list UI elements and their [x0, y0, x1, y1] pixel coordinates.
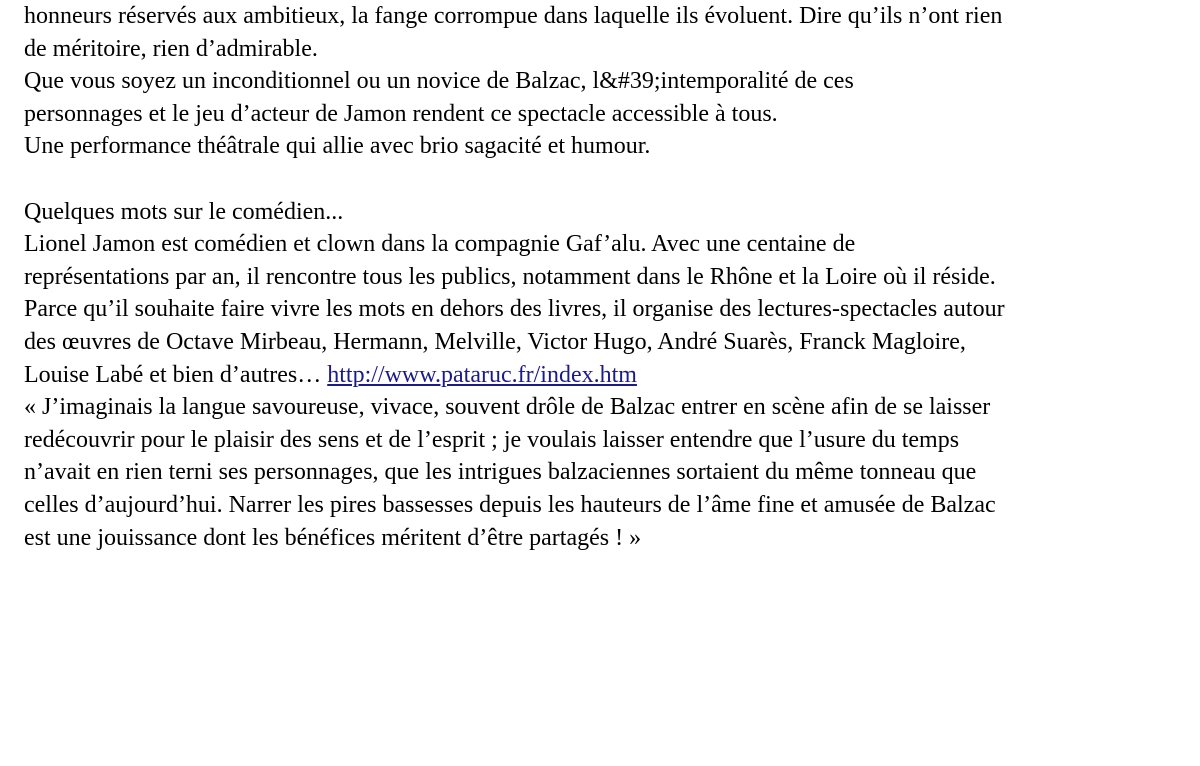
paragraph-performance — [24, 130, 1184, 163]
text-line: des œuvres de Octave Mirbeau, Hermann, Melville, Victor Hugo, André Suarès, Franck Magloire, — [24, 328, 966, 355]
paragraph-intro-end — [24, 0, 1184, 65]
text-line: Que vous soyez un inconditionnel ou un novice de Balzac, l&#39;intemporalité de ces — [24, 68, 854, 95]
text-line: de méritoire, rien d’admirable. — [24, 35, 318, 62]
text-line: n’avait en rien terni ses personnages, que les intrigues balzaciennes sortaient du même tonneau que — [24, 459, 977, 486]
paragraph-spacer — [24, 163, 1184, 196]
text-line: « J’imaginais la langue savoureuse, vivace, souvent drôle de Balzac entrer en scène afin de se laisser — [24, 394, 991, 421]
text-line: est une jouissance dont les bénéfices méritent d’être partagés ! » — [24, 524, 642, 551]
text-line: honneurs réservés aux ambitieux, la fange corrompue dans laquelle ils évoluent. Dire qu’ils n’ont rien — [24, 3, 1003, 29]
website-link[interactable]: http://www.pataruc.fr/index.htm — [327, 361, 637, 388]
section-heading — [24, 196, 1184, 229]
text-fragment: Louise Labé et bien d’autres… — [24, 361, 328, 388]
paragraph-accessibility — [24, 65, 1184, 130]
text-line: Lionel Jamon est comédien et clown dans la compagnie Gaf’alu. Avec une centaine de — [24, 231, 856, 258]
text-line: redécouvrir pour le plaisir des sens et de l’esprit ; je voulais laisser entendre que l’usure du temps — [24, 426, 960, 453]
paragraph-bio — [24, 228, 1184, 391]
text-line: Parce qu’il souhaite faire vivre les mots en dehors des livres, il organise des lectures-spectacles autour — [24, 296, 1005, 323]
text-line: personnages et le jeu d’acteur de Jamon rendent ce spectacle accessible à tous. — [24, 100, 778, 127]
text-line: Une performance théâtrale qui allie avec brio sagacité et humour. — [24, 133, 651, 160]
paragraph-quote — [24, 391, 1184, 554]
document-page — [24, 0, 1184, 554]
heading-text: Quelques mots sur le comédien... — [24, 198, 344, 225]
text-line: représentations par an, il rencontre tous les publics, notamment dans le Rhône et la Loire où il réside. — [24, 263, 996, 290]
text-line: celles d’aujourd’hui. Narrer les pires bassesses depuis les hauteurs de l’âme fine et amusée de Balzac — [24, 491, 996, 518]
text-line — [24, 359, 1184, 392]
